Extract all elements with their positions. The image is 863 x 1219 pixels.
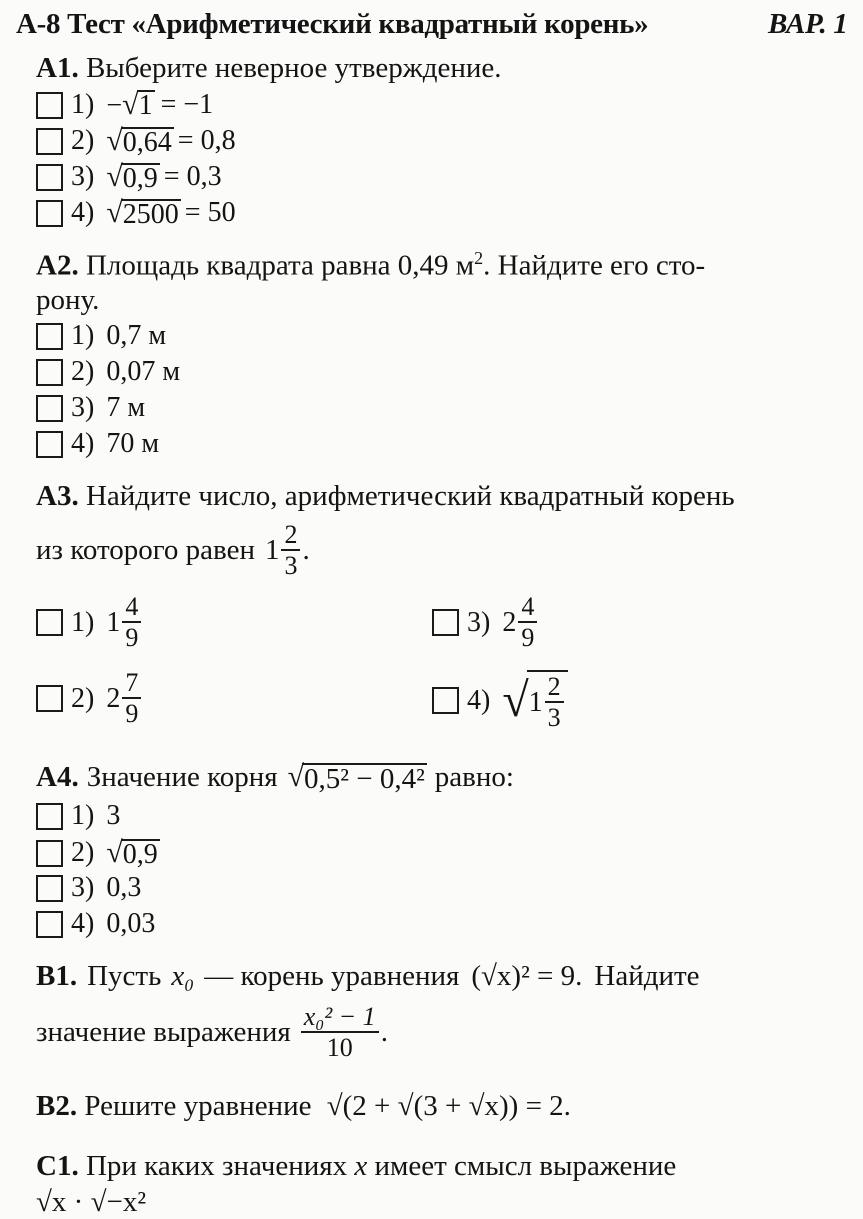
question-label: В1. <box>36 960 78 992</box>
a3-option-2[interactable]: 2) 2 $\frac{7}{9}$ <box>36 670 143 727</box>
checkbox[interactable] <box>36 685 63 712</box>
question-a2: А2. Площадь квадрата равна 0,49 $м^2$. Найдите его сто- <box>36 248 706 282</box>
a4-option-1[interactable]: 1) 3 <box>36 800 120 832</box>
fraction: $\frac{\text{x₀² − 1}}{10}$ <box>301 1004 379 1061</box>
checkbox[interactable] <box>36 431 63 458</box>
fraction: $\frac{2}{3}$ <box>281 522 300 579</box>
a1-option-1[interactable]: 1) −√1 = −1 <box>36 88 213 122</box>
variant-label: ВАР. 1 <box>768 8 848 40</box>
a3-option-3[interactable]: 3) 2 $\frac{4}{9}$ <box>432 594 539 651</box>
a3-option-4[interactable]: 4) √ 1 $\frac{2}{3}$ <box>432 670 568 731</box>
checkbox[interactable] <box>36 395 63 422</box>
question-label: А2. <box>36 249 79 282</box>
question-b1-cont: значение выражения $\frac{\text{x₀² − 1}}{10}$ . <box>36 1002 388 1062</box>
checkbox[interactable] <box>36 200 63 227</box>
checkbox[interactable] <box>36 840 63 867</box>
question-text: Выберите неверное утверждение. <box>85 52 502 84</box>
checkbox[interactable] <box>36 92 63 119</box>
checkbox[interactable] <box>36 164 63 191</box>
a4-option-2[interactable]: 2) √ 0,9 <box>36 836 160 870</box>
page-title <box>16 8 861 41</box>
checkbox[interactable] <box>36 609 63 636</box>
question-a1 <box>36 52 502 85</box>
fraction: $\frac{2}{3}$ <box>545 674 564 731</box>
title-text: A-8 Тест «Арифметический квадратный корень» <box>16 8 649 40</box>
a2-option-1[interactable]: 1) 0,7 м <box>36 320 166 352</box>
question-label: А1. <box>36 52 79 84</box>
a1-option-4[interactable]: 4) √ 2500 = 50 <box>36 196 236 230</box>
a4-option-3[interactable]: 3) 0,3 <box>36 872 141 904</box>
a2-option-4[interactable]: 4) 70 м <box>36 428 159 460</box>
a1-option-2[interactable]: 2) √ 0,64 = 0,8 <box>36 124 236 158</box>
question-a3-cont: из которого равен 1 $\frac{2}{3}$ . <box>36 520 310 580</box>
fraction: $\frac{4}{9}$ <box>518 594 537 651</box>
checkbox[interactable] <box>36 911 63 938</box>
fraction: $\frac{4}{9}$ <box>122 594 141 651</box>
checkbox[interactable] <box>36 875 63 902</box>
question-a4: А4. Значение корня √ 0,5² − 0,4² равно: <box>36 760 514 795</box>
a4-option-4[interactable]: 4) 0,03 <box>36 908 155 940</box>
a2-option-3[interactable]: 3) 7 м <box>36 392 145 424</box>
question-c1-cut: √x · √−x² <box>36 1186 147 1218</box>
question-b2: В2. Решите уравнение √(2 + √(3 + √x)) = 2. <box>36 1090 571 1122</box>
checkbox[interactable] <box>36 128 63 155</box>
question-label: А3. <box>36 480 79 512</box>
question-b1: В1. Пусть x₀ — корень уравнения (√x)² = 9. Найдите <box>36 960 700 992</box>
question-c1: С1. При каких значениях x имеет смысл выражение <box>36 1150 677 1182</box>
fraction: $\frac{7}{9}$ <box>122 670 141 727</box>
checkbox[interactable] <box>36 323 63 350</box>
question-label: С1. <box>36 1150 79 1182</box>
question-label: А4. <box>36 760 79 793</box>
a2-option-2[interactable]: 2) 0,07 м <box>36 356 180 388</box>
question-label: В2. <box>36 1090 78 1122</box>
checkbox[interactable] <box>36 359 63 386</box>
a3-option-1[interactable]: 1) 1 $\frac{4}{9}$ <box>36 594 143 651</box>
checkbox[interactable] <box>432 609 459 636</box>
a1-option-3[interactable]: 3) √ 0,9 = 0,3 <box>36 160 222 194</box>
question-a3: А3. Найдите число, арифметический квадратный корень <box>36 480 735 512</box>
checkbox[interactable] <box>432 687 459 714</box>
checkbox[interactable] <box>36 803 63 830</box>
question-a2-cont: рону. <box>36 284 100 316</box>
